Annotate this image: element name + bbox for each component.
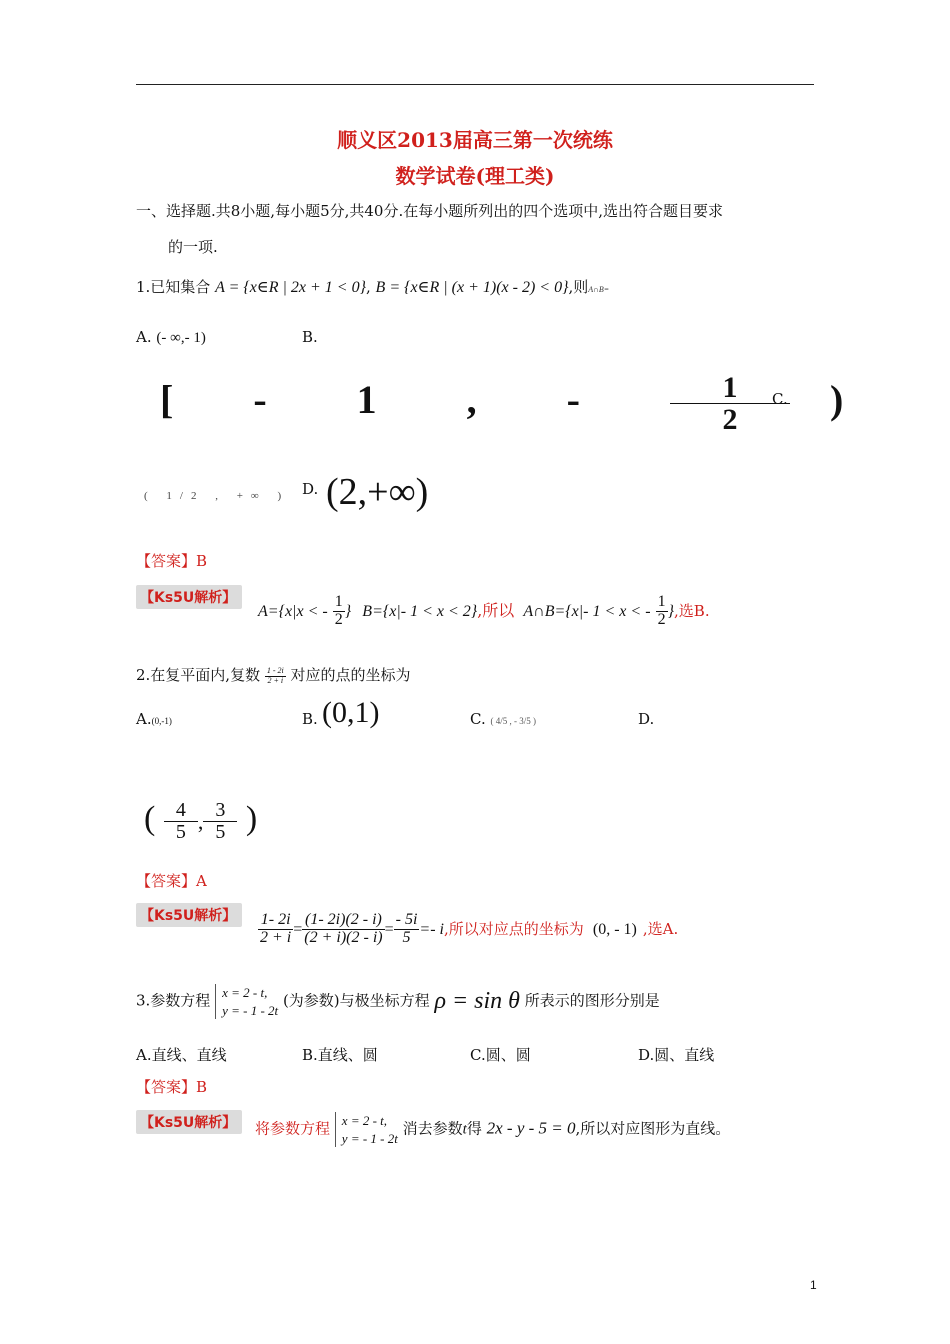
- q1-sol-a-den: 2: [334, 610, 343, 628]
- q1-sol-ab-den: 2: [657, 610, 666, 628]
- page-number: 1: [810, 1278, 817, 1292]
- q1-analysis-badge: 【Ks5U解析】: [136, 585, 242, 609]
- q3-solution: [255, 1112, 730, 1147]
- q1-sol-ab: A∩B={x|- 1 < x < -: [523, 602, 651, 620]
- q2-stem-pre: 2.在复平面内,复数: [136, 666, 261, 684]
- page-title: 顺义区2013届高三第一次统练: [337, 128, 613, 152]
- q1-answer-prefix: 【答案】: [136, 552, 197, 570]
- q2-stem-den: 2 + i: [267, 675, 284, 685]
- q1-stem-text: 1.已知集合: [136, 278, 211, 296]
- q3-sol-eq2: y = - 1 - 2t: [341, 1130, 398, 1146]
- q3-answer-value: B: [196, 1078, 208, 1096]
- q1-opt-a: [136, 328, 206, 347]
- q1-ask: A∩B=: [588, 285, 610, 294]
- q2-solution: [258, 912, 678, 947]
- q1-opt-d-label: D.: [302, 480, 319, 498]
- q3-eq1: x = 2 - t,: [222, 985, 268, 1000]
- q1-sol-a-end: }: [344, 602, 352, 620]
- q2-opt-d-value: ( $\frac{4}{5}$ , $\frac{3}{5}$ ): [144, 798, 258, 843]
- q1-sol-ab-frac: [656, 594, 668, 629]
- section-intro-line2: 的一项.: [168, 238, 218, 256]
- q1-set-b: B = {x∈R | (x + 1)(x - 2) < 0}: [375, 279, 569, 296]
- q1-opt-b-label: B.: [302, 328, 318, 346]
- q1-sol-pick: ,选B.: [674, 601, 710, 620]
- q3-sol-system: [335, 1112, 398, 1147]
- q2-sol-frac1: [258, 912, 293, 947]
- q3-stem-pre: 3.参数方程: [136, 991, 211, 1010]
- q2-sol-result: =- i: [419, 920, 444, 938]
- q1-opt-a-label: A.: [136, 328, 152, 346]
- q1-sol-ab-end: }: [667, 602, 675, 620]
- q1-opt-b-mid: - 1 , -: [253, 377, 620, 422]
- q2-opt-d-frac2: [203, 800, 237, 843]
- q2-stem-post: 对应的点的坐标为: [290, 666, 411, 684]
- q1-answer-value: B: [196, 552, 208, 570]
- q2-sol-text: ,所以对应点的坐标为: [444, 919, 584, 938]
- q2-sol-eq1: =: [293, 920, 303, 938]
- q1-answer: [136, 550, 207, 571]
- q3-answer: [136, 1076, 207, 1097]
- q2-answer-value: A: [196, 872, 207, 890]
- q2-opt-a: [136, 710, 172, 728]
- q3-sol-post: ,所以对应图形为直线。: [575, 1119, 731, 1138]
- q1-solution: [258, 594, 710, 629]
- q2-analysis-badge: 【Ks5U解析】: [136, 903, 242, 927]
- q3-opt-b: B.直线、圆: [302, 1046, 378, 1064]
- q2-opt-a-value: (0,-1): [151, 716, 172, 726]
- q2-sol-f3-den: 5: [402, 928, 411, 946]
- q2-sol-f1-num: 1- 2i: [258, 912, 293, 930]
- top-rule: [136, 84, 814, 85]
- q2-opt-c-label: C.: [470, 710, 486, 728]
- q2-sol-f1-den: 2 + i: [260, 928, 292, 946]
- q3-sol-mid: 消去参数: [402, 1119, 463, 1138]
- q2-opt-a-label: A.: [136, 710, 152, 728]
- q1-sol-b: B={x|- 1 < x < 2}: [362, 602, 478, 620]
- q1-sol-a-num: 1: [334, 593, 343, 610]
- q2-sol-point: (0, - 1): [592, 920, 637, 938]
- q1-opt-d-value: (2,+∞): [326, 471, 429, 513]
- q2-opt-d-den2: 5: [215, 820, 226, 843]
- q1-then: ,则: [568, 278, 589, 296]
- section-intro-line1: 一、选择题.共8小题,每小题5分,共40分.在每小题所列出的四个选项中,选出符合题目要求: [136, 202, 724, 220]
- q3-sol-pre: 将参数方程: [255, 1119, 331, 1138]
- q1-opt-b-left: [: [160, 377, 174, 422]
- q3-sol-line: 2x - y - 5 = 0: [486, 1118, 576, 1138]
- q3-stem-mid: (为参数)与极坐标方程: [282, 991, 430, 1010]
- q1-opt-b-right: ): [829, 377, 844, 422]
- q3-sol-t: t: [462, 1121, 467, 1138]
- q2-opt-d-frac1: [164, 800, 198, 843]
- q3-sol-get: 得: [466, 1119, 482, 1138]
- q3-analysis-badge: 【Ks5U解析】: [136, 1110, 242, 1134]
- q1-opt-b-value: [160, 370, 843, 436]
- q3-polar: ρ = sin θ: [434, 988, 520, 1015]
- q1-opt-b-den: 2: [722, 403, 738, 437]
- q2-sol-f2-den: (2 + i)(2 - i): [304, 928, 383, 946]
- q2-sol-pick: ,选A.: [642, 919, 679, 938]
- page-subtitle: 数学试卷(理工类): [395, 164, 555, 188]
- q2-sol-f2-num: (1- 2i)(2 - i): [302, 912, 384, 930]
- q3-opt-a: A.直线、直线: [136, 1046, 227, 1064]
- q3-stem: [136, 984, 660, 1019]
- q1-set-a: A = {x∈R | 2x + 1 < 0}: [215, 279, 366, 296]
- q2-sol-eq2: =: [384, 920, 394, 938]
- q2-stem: [136, 664, 411, 685]
- q2-sol-f3-num: - 5i: [395, 911, 418, 928]
- q1-opt-c-value: ( 1/2 , +∞ ): [144, 490, 290, 502]
- q1-opt-a-value: (- ∞,- 1): [156, 330, 206, 346]
- q1-stem: [136, 276, 609, 297]
- q1-opt-b-num: 1: [670, 372, 790, 405]
- q3-sol-eq1: x = 2 - t,: [341, 1113, 388, 1128]
- q2-opt-c-value: ( 4/5 , - 3/5 ): [490, 716, 536, 726]
- q2-answer-prefix: 【答案】: [136, 872, 197, 890]
- q1-sol-a: A={x|x < -: [258, 602, 328, 620]
- q2-opt-d-label: D.: [638, 710, 655, 728]
- q3-opt-d: D.圆、直线: [638, 1046, 715, 1064]
- q3-answer-prefix: 【答案】: [136, 1078, 197, 1096]
- q2-opt-d-num2: 3: [203, 800, 237, 822]
- q3-stem-post: 所表示的图形分别是: [524, 991, 660, 1010]
- q2-sol-frac2: [302, 912, 384, 947]
- q3-eq2: y = - 1 - 2t: [222, 1002, 279, 1018]
- q1-sol-so: ,所以: [477, 600, 515, 620]
- q2-opt-d-den1: 5: [175, 820, 186, 843]
- q2-stem-frac: [265, 667, 286, 685]
- q2-opt-b-value: (0,1): [322, 696, 380, 729]
- q1-opt-c-label: C.: [772, 390, 788, 408]
- q1-sol-a-frac: [333, 594, 345, 629]
- q2-sol-frac3: [394, 912, 420, 947]
- q2-answer: [136, 870, 207, 891]
- q2-opt-d-num1: 4: [164, 800, 198, 822]
- q1-comma: ,: [365, 278, 371, 296]
- q3-param-system: [215, 984, 278, 1019]
- q2-stem-num: 1 - 2i: [266, 666, 284, 676]
- q3-opt-c: C.圆、圆: [470, 1046, 531, 1064]
- q1-sol-ab-num: 1: [657, 593, 666, 610]
- q2-opt-c: [470, 710, 536, 728]
- q2-opt-b-label: B.: [302, 710, 318, 728]
